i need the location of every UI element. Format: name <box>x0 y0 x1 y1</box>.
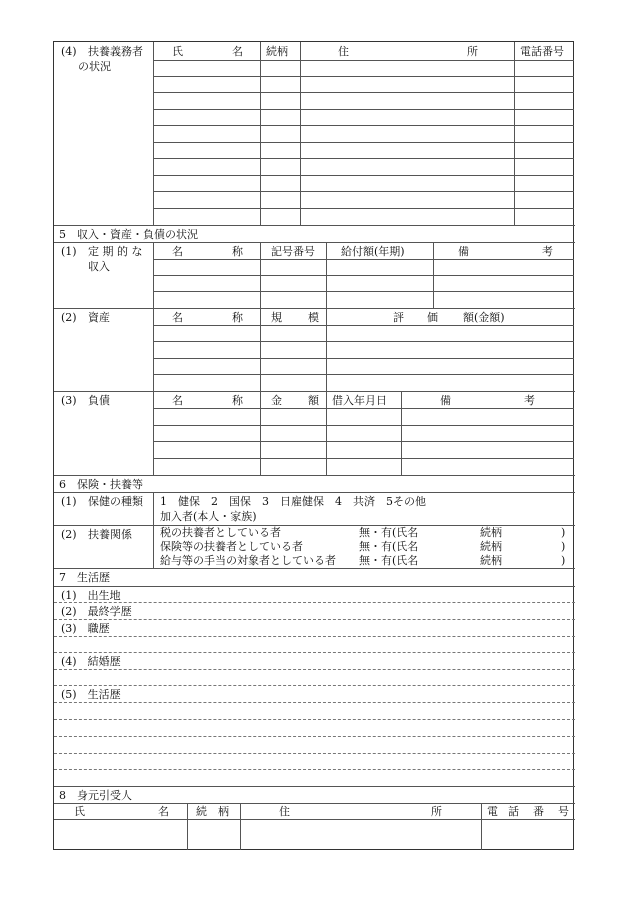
career-label: (3) 職歴 <box>61 622 110 635</box>
section-divider <box>54 586 575 587</box>
dependency-row-close: ) <box>561 554 566 567</box>
section-4-label-line1: 扶養義務者 <box>88 45 143 58</box>
guarantor-h-phone-c: 番 <box>533 805 544 818</box>
assets-h-value-c: 額(金額) <box>463 311 505 324</box>
section-divider <box>54 308 575 309</box>
section-4-number: (4) <box>61 45 77 58</box>
dependency-row-relation: 続柄 <box>480 540 502 553</box>
dependency-row-relation: 続柄 <box>480 526 502 539</box>
divider <box>260 391 261 475</box>
dashed-line <box>54 652 575 653</box>
section-4-label-line2: の状況 <box>78 60 111 73</box>
row-line <box>153 109 574 110</box>
section-6-title: 6 保険・扶養等 <box>59 478 143 491</box>
assets-h-scale-b: 模 <box>308 311 319 324</box>
row-line <box>153 191 574 192</box>
divider <box>260 42 261 225</box>
section-divider <box>54 225 575 226</box>
insurance-options: 1 健保 2 国保 3 日雇健保 4 共済 5その他 <box>160 495 426 508</box>
divider <box>300 42 301 225</box>
row-line <box>153 158 574 159</box>
dashed-line <box>54 619 575 620</box>
debts-label: 負債 <box>88 394 110 407</box>
dependency-row-option: 無・有(氏名 <box>359 554 419 567</box>
section-divider <box>54 242 575 243</box>
row-line <box>153 374 574 375</box>
section-divider <box>54 786 575 787</box>
header-address-b: 所 <box>467 45 478 58</box>
dependency-row-close: ) <box>561 526 566 539</box>
assets-h-name-a: 名 <box>172 311 183 324</box>
dependency-row-option: 無・有(氏名 <box>359 526 419 539</box>
assets-label: 資産 <box>88 311 110 324</box>
divider <box>240 803 241 850</box>
row-line <box>153 291 574 292</box>
dashed-line <box>54 685 575 686</box>
header-name-b: 名 <box>232 45 243 58</box>
header-phone: 電話番号 <box>520 45 564 58</box>
guarantor-h-relation-a: 続 <box>196 805 207 818</box>
income-h-code: 記号番号 <box>271 245 315 258</box>
divider <box>153 525 154 568</box>
divider <box>326 391 327 475</box>
dashed-line <box>54 753 575 754</box>
debts-h-date: 借入年月日 <box>332 394 387 407</box>
divider <box>260 308 261 391</box>
row-line <box>153 408 574 409</box>
insurance-label: 保健の種類 <box>88 495 143 508</box>
header-name-a: 氏 <box>172 45 183 58</box>
dashed-line <box>54 736 575 737</box>
section-8-title: 8 身元引受人 <box>59 789 132 802</box>
income-label-line1: 定 期 的 な <box>88 245 143 258</box>
debts-h-note-b: 考 <box>524 394 535 407</box>
section-divider <box>54 803 575 804</box>
row-line <box>153 341 574 342</box>
row-line <box>153 275 574 276</box>
dependency-row-text: 税の扶養者としている者 <box>160 526 281 539</box>
income-number: (1) <box>61 245 77 258</box>
section-5-title: 5 収入・資産・負債の状況 <box>59 228 198 241</box>
birthplace-label: (1) 出生地 <box>61 589 121 602</box>
debts-number: (3) <box>61 394 77 407</box>
row-line <box>153 325 574 326</box>
row-line <box>153 60 574 61</box>
assets-h-scale-a: 規 <box>271 311 282 324</box>
dependency-row-relation: 続柄 <box>480 554 502 567</box>
dashed-line <box>54 602 575 603</box>
row-line <box>153 425 574 426</box>
guarantor-h-name-a: 氏 <box>74 805 85 818</box>
education-label: (2) 最終学歴 <box>61 605 132 618</box>
row-line <box>153 125 574 126</box>
assets-h-value-b: 価 <box>427 311 438 324</box>
dependency-number: (2) <box>61 528 77 541</box>
divider <box>326 308 327 391</box>
header-address-a: 住 <box>338 45 349 58</box>
guarantor-h-name-b: 名 <box>158 805 169 818</box>
row-line <box>153 142 574 143</box>
divider <box>514 42 515 225</box>
income-h-amount: 給付額(年期) <box>341 245 405 258</box>
insurance-member: 加入者(本人・家族) <box>160 510 257 523</box>
debts-h-name-a: 名 <box>172 394 183 407</box>
dependency-row-text: 保険等の扶養者としている者 <box>160 540 303 553</box>
divider <box>401 391 402 475</box>
row-line <box>153 259 574 260</box>
guarantor-h-address-a: 住 <box>279 805 290 818</box>
life-history-label: (5) 生活歴 <box>61 688 121 701</box>
section-divider <box>54 492 575 493</box>
debts-h-name-b: 称 <box>232 394 243 407</box>
section-7-title: 7 生活歴 <box>59 571 110 584</box>
row-line <box>153 208 574 209</box>
row-line <box>153 76 574 77</box>
section-divider <box>54 568 575 569</box>
debts-h-amount-a: 金 <box>271 394 282 407</box>
guarantor-h-phone-b: 話 <box>508 805 519 818</box>
guarantor-h-address-b: 所 <box>431 805 442 818</box>
divider <box>153 308 154 391</box>
divider <box>153 492 154 525</box>
debts-h-amount-b: 額 <box>308 394 319 407</box>
row-line <box>153 441 574 442</box>
divider <box>153 42 154 225</box>
row-line <box>153 358 574 359</box>
guarantor-h-phone-d: 号 <box>558 805 569 818</box>
income-h-name-a: 名 <box>172 245 183 258</box>
dependency-row-option: 無・有(氏名 <box>359 540 419 553</box>
marriage-label: (4) 結婚歴 <box>61 655 121 668</box>
divider <box>481 803 482 850</box>
assets-number: (2) <box>61 311 77 324</box>
income-h-note-a: 備 <box>458 245 469 258</box>
divider <box>187 803 188 850</box>
dashed-line <box>54 719 575 720</box>
divider <box>153 391 154 475</box>
dashed-line <box>54 702 575 703</box>
income-h-name-b: 称 <box>232 245 243 258</box>
row-line <box>54 819 575 820</box>
dashed-line <box>54 669 575 670</box>
assets-h-name-b: 称 <box>232 311 243 324</box>
section-divider <box>54 475 575 476</box>
welfare-form <box>53 41 574 850</box>
dependency-row-close: ) <box>561 540 566 553</box>
debts-h-note-a: 備 <box>440 394 451 407</box>
section-divider <box>54 391 575 392</box>
row-line <box>153 92 574 93</box>
assets-h-value-a: 評 <box>393 311 404 324</box>
row-line <box>153 458 574 459</box>
dependency-row-text: 給与等の手当の対象者としている者 <box>160 554 336 567</box>
dashed-line <box>54 636 575 637</box>
income-h-note-b: 考 <box>542 245 553 258</box>
header-relation: 続柄 <box>266 45 288 58</box>
guarantor-h-phone-a: 電 <box>487 805 498 818</box>
insurance-number: (1) <box>61 495 77 508</box>
dashed-line <box>54 769 575 770</box>
income-label-line2: 収入 <box>88 260 110 273</box>
guarantor-h-relation-b: 柄 <box>218 805 229 818</box>
row-line <box>153 175 574 176</box>
dependency-label: 扶養関係 <box>88 528 132 541</box>
